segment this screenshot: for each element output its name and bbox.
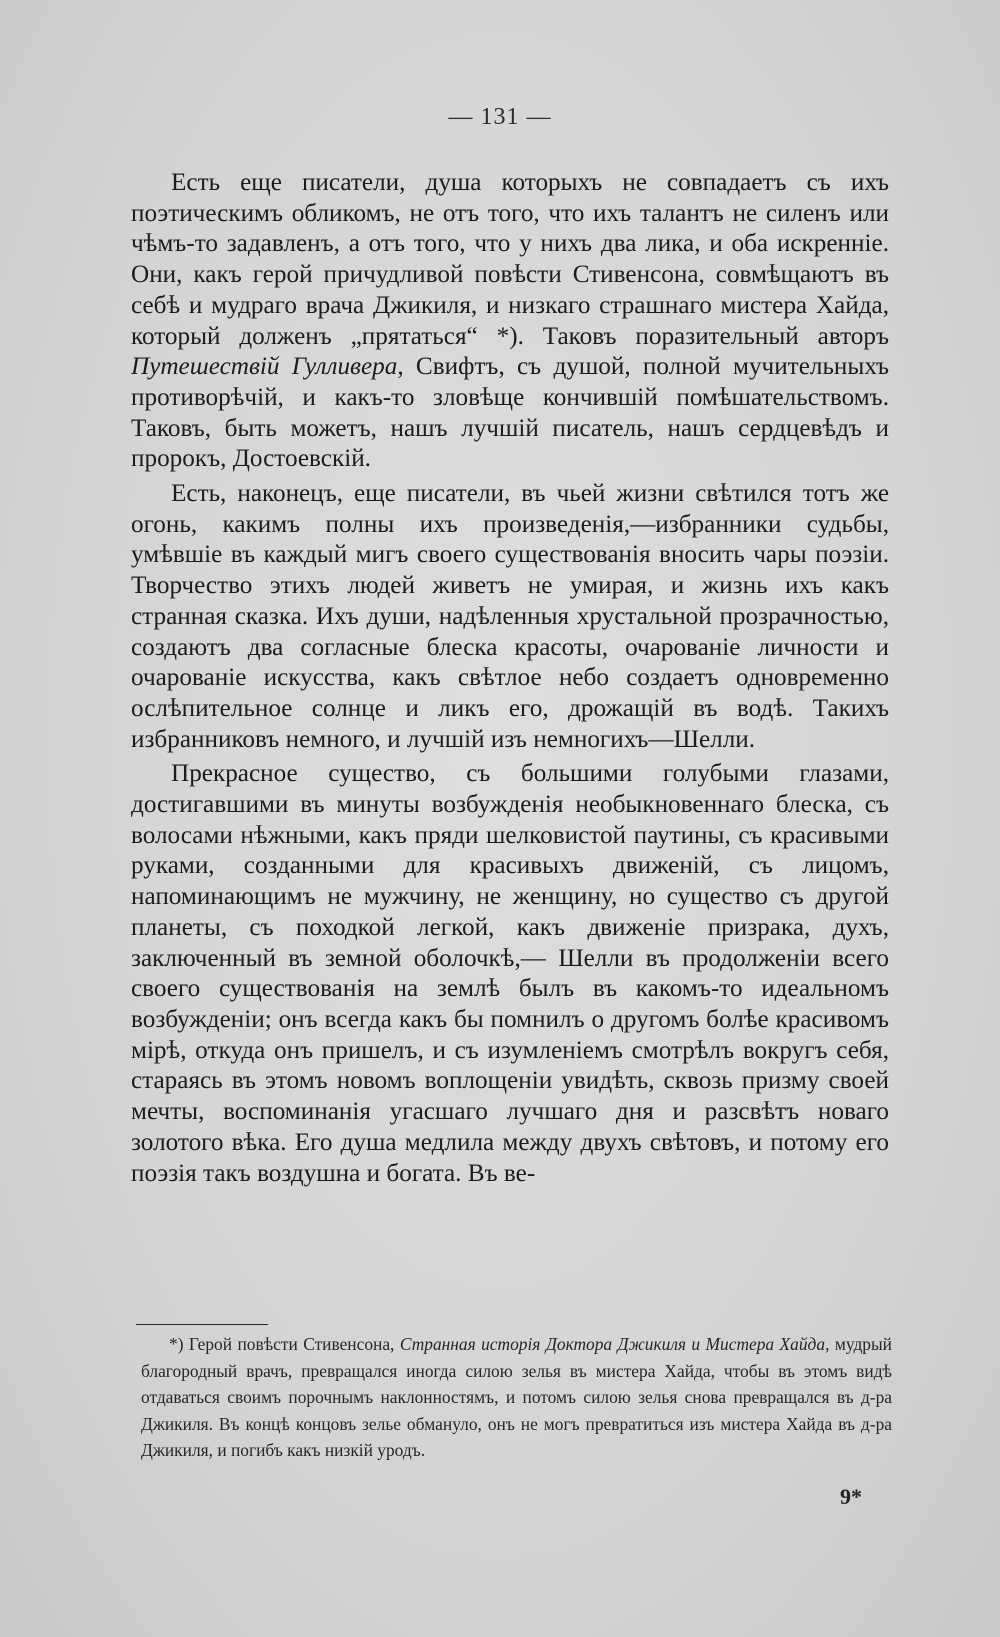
footnote-lead: *) Герой повѣсти Стивенсона, — [169, 1334, 400, 1354]
paragraph-1 — [131, 168, 889, 475]
paragraph-1-text-end: , Свифтъ, съ душой, полной мучительныхъ противорѣчій, и какъ-то зловѣще кончившій помѣшательствомъ. Таковъ, быть можетъ, нашъ лучшій писатель, нашъ сердцевѣдъ и пророкъ, Достоевскій. — [131, 353, 889, 473]
body-text — [131, 168, 889, 1189]
footnote-rule — [136, 1324, 268, 1325]
footnote-text: , мудрый благородный врачъ, превращался иногда силою зелья въ мистера Хайда, чтобы въ этомъ видѣ отдаваться своимъ порочнымъ наклонностямъ, и потомъ силою зелья снова превращался въ д-ра Джикиля. Въ концѣ концовъ зелье обмануло, онъ не могъ превратиться изъ мистера Хайда въ д-ра Джикиля, и погибъ какъ низкій уродъ. — [141, 1334, 892, 1460]
footnote — [141, 1331, 892, 1464]
page-number: — 131 — — [448, 104, 552, 130]
paragraph-3: Прекрасное существо, съ большими голубыми глазами, достигавшими въ минуты возбужденія необыкновеннаго блеска, съ волосами нѣжными, какъ пряди шелковистой паутины, съ красивыми руками, созданными для красивыхъ движеній, съ лицомъ, напоминающимъ не мужчину, не женщину, но существо съ другой планеты, съ походкой легкой, какъ движеніе призрака, духъ, заключенный въ земной оболочкѣ,— Шелли въ продолженіи всего своего существованія на землѣ былъ въ какомъ-то идеальномъ возбужденіи; онъ всегда какъ бы помнилъ о другомъ болѣе красивомъ мірѣ, откуда онъ пришелъ, и съ изумленіемъ смотрѣлъ вокругъ себя, стараясь въ этомъ новомъ воплощеніи увидѣть, сквозь призму своей мечты, воспоминанія угасшаго лучшаго дня и разсвѣтъ новаго золотого вѣка. Его душа медлила между двухъ свѣтовъ, и потому его поэзія такъ воздушна и богата. Въ ве- — [131, 760, 889, 1187]
signature-mark: 9* — [840, 1484, 862, 1509]
footnote-book-title: Странная исторія Доктора Джикиля и Мистера Хайда — [399, 1334, 826, 1354]
paragraph-2: Есть, наконецъ, еще писатели, въ чьей жизни свѣтился тотъ же огонь, какимъ полны ихъ произведенія,—избранники судьбы, умѣвшіе въ каждый мигъ своего существованія вносить чары поэзіи. Творчество этихъ людей живетъ не умирая, и жизнь ихъ какъ странная сказка. Ихъ души, надѣленныя хрустальной прозрачностью, создаютъ два согласные блеска красоты, очарованіе личности и очарованіе искусства, какъ свѣтлое небо создаетъ одновременно ослѣпительное солнце и ликъ его, дрожащій въ водѣ. Такихъ избранниковъ немного, и лучшій изъ немногихъ—Шелли. — [131, 480, 889, 753]
book-title-gulliver: Путешествій Гулливера — [131, 353, 398, 381]
paragraph-1-text: Есть еще писатели, душа которыхъ не совпадаетъ съ ихъ поэтическимъ обликомъ, не отъ того, что ихъ талантъ не силенъ или чѣмъ-то задавленъ, а отъ того, что у нихъ два лика, и оба искренніе. Они, какъ герой причудливой повѣсти Стивенсона, совмѣщаютъ въ себѣ и мудраго врача Джикиля, и низкаго страшнаго мистера Хайда, который долженъ „прятаться“ *). Таковъ поразительный авторъ — [131, 169, 889, 350]
